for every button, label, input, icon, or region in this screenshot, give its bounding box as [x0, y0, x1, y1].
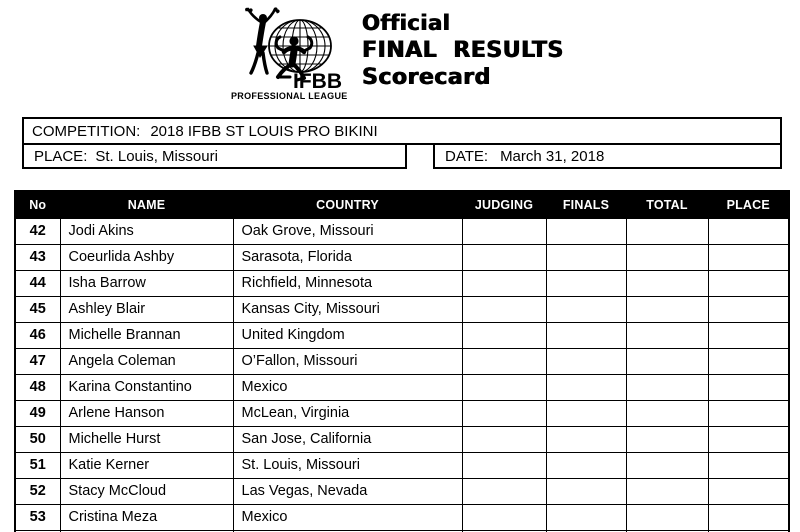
competitor-country: O’Fallon, Missouri [233, 348, 462, 374]
place-cell [708, 400, 789, 426]
place-cell [708, 452, 789, 478]
total-cell [626, 426, 708, 452]
total-cell [626, 322, 708, 348]
place-value: St. Louis, Missouri [95, 147, 218, 165]
competitor-name: Ashley Blair [60, 296, 233, 322]
judging-cell [462, 426, 546, 452]
table-row [15, 322, 789, 348]
total-cell [626, 348, 708, 374]
place-cell [708, 426, 789, 452]
judging-cell [462, 218, 546, 244]
header-country: COUNTRY [233, 191, 462, 218]
competitor-name: Coeurlida Ashby [60, 244, 233, 270]
table-row [15, 504, 789, 530]
title-line-official: Official [362, 11, 451, 35]
finals-cell [546, 400, 626, 426]
competitor-number: 50 [15, 426, 60, 452]
table-row [15, 426, 789, 452]
table-row [15, 296, 789, 322]
judging-cell [462, 322, 546, 348]
header-name: NAME [60, 191, 233, 218]
place-cell [708, 374, 789, 400]
total-cell [626, 244, 708, 270]
competitor-number: 45 [15, 296, 60, 322]
judging-cell [462, 296, 546, 322]
competitor-name: Michelle Hurst [60, 426, 233, 452]
table-row [15, 270, 789, 296]
table-row [15, 374, 789, 400]
judging-cell [462, 478, 546, 504]
ifbb-logo [230, 6, 360, 102]
competitor-name: Isha Barrow [60, 270, 233, 296]
place-cell [708, 322, 789, 348]
table-row [15, 218, 789, 244]
place-cell [708, 296, 789, 322]
date-value: March 31, 2018 [500, 147, 605, 165]
date-label: DATE: [445, 147, 489, 165]
total-cell [626, 374, 708, 400]
competitor-name: Arlene Hanson [60, 400, 233, 426]
competitor-number: 49 [15, 400, 60, 426]
header-judging: JUDGING [462, 191, 546, 218]
judging-cell [462, 504, 546, 530]
finals-cell [546, 478, 626, 504]
competitor-number: 42 [15, 218, 60, 244]
competitor-country: San Jose, California [233, 426, 462, 452]
competitor-country: McLean, Virginia [233, 400, 462, 426]
place-cell [708, 218, 789, 244]
competitor-number: 53 [15, 504, 60, 530]
header-no: No [15, 191, 60, 218]
competitor-country: Richfield, Minnesota [233, 270, 462, 296]
finals-cell [546, 426, 626, 452]
competitor-name: Michelle Brannan [60, 322, 233, 348]
judging-cell [462, 270, 546, 296]
place-label: PLACE: [34, 147, 88, 165]
finals-cell [546, 218, 626, 244]
ifbb-logo-text: IFBB [293, 70, 342, 93]
competitor-number: 43 [15, 244, 60, 270]
finals-cell [546, 504, 626, 530]
total-cell [626, 218, 708, 244]
standing-figure-icon [245, 8, 279, 73]
table-row [15, 348, 789, 374]
masthead-title [362, 10, 564, 91]
competition-box [22, 117, 782, 145]
ifbb-league-text: PROFESSIONAL LEAGUE [231, 91, 348, 101]
judging-cell [462, 348, 546, 374]
competitor-country: Oak Grove, Missouri [233, 218, 462, 244]
title-line-scorecard: Scorecard [362, 65, 491, 90]
judging-cell [462, 244, 546, 270]
competition-value: 2018 IFBB ST LOUIS PRO BIKINI [150, 122, 378, 140]
header-place: PLACE [708, 191, 789, 218]
finals-cell [546, 348, 626, 374]
competitor-name: Jodi Akins [60, 218, 233, 244]
competitor-country: United Kingdom [233, 322, 462, 348]
competitor-country: Mexico [233, 374, 462, 400]
place-cell [708, 478, 789, 504]
total-cell [626, 270, 708, 296]
competitor-number: 51 [15, 452, 60, 478]
finals-cell [546, 244, 626, 270]
table-header-row [15, 191, 789, 218]
total-cell [626, 400, 708, 426]
results-table [14, 190, 790, 532]
competitor-number: 52 [15, 478, 60, 504]
judging-cell [462, 400, 546, 426]
place-cell [708, 270, 789, 296]
place-cell [708, 348, 789, 374]
competitor-name: Katie Kerner [60, 452, 233, 478]
competition-label: COMPETITION: [32, 122, 141, 140]
judging-cell [462, 374, 546, 400]
competitor-number: 46 [15, 322, 60, 348]
competitor-number: 47 [15, 348, 60, 374]
title-line-final-results: FINAL RESULTS [362, 38, 564, 63]
finals-cell [546, 296, 626, 322]
table-row [15, 244, 789, 270]
table-row [15, 478, 789, 504]
competitor-name: Cristina Meza [60, 504, 233, 530]
total-cell [626, 504, 708, 530]
place-box [22, 143, 407, 169]
total-cell [626, 296, 708, 322]
total-cell [626, 452, 708, 478]
competitor-country: Las Vegas, Nevada [233, 478, 462, 504]
header-finals: FINALS [546, 191, 626, 218]
competitor-number: 44 [15, 270, 60, 296]
date-box [433, 143, 782, 169]
finals-cell [546, 322, 626, 348]
finals-cell [546, 452, 626, 478]
competitor-name: Stacy McCloud [60, 478, 233, 504]
finals-cell [546, 270, 626, 296]
header-total: TOTAL [626, 191, 708, 218]
place-cell [708, 244, 789, 270]
competitor-name: Karina Constantino [60, 374, 233, 400]
total-cell [626, 478, 708, 504]
judging-cell [462, 452, 546, 478]
competitor-country: Kansas City, Missouri [233, 296, 462, 322]
table-row [15, 400, 789, 426]
table-row [15, 452, 789, 478]
competitor-name: Angela Coleman [60, 348, 233, 374]
competitor-country: Mexico [233, 504, 462, 530]
finals-cell [546, 374, 626, 400]
competitor-country: Sarasota, Florida [233, 244, 462, 270]
place-cell [708, 504, 789, 530]
competitor-country: St. Louis, Missouri [233, 452, 462, 478]
competitor-number: 48 [15, 374, 60, 400]
